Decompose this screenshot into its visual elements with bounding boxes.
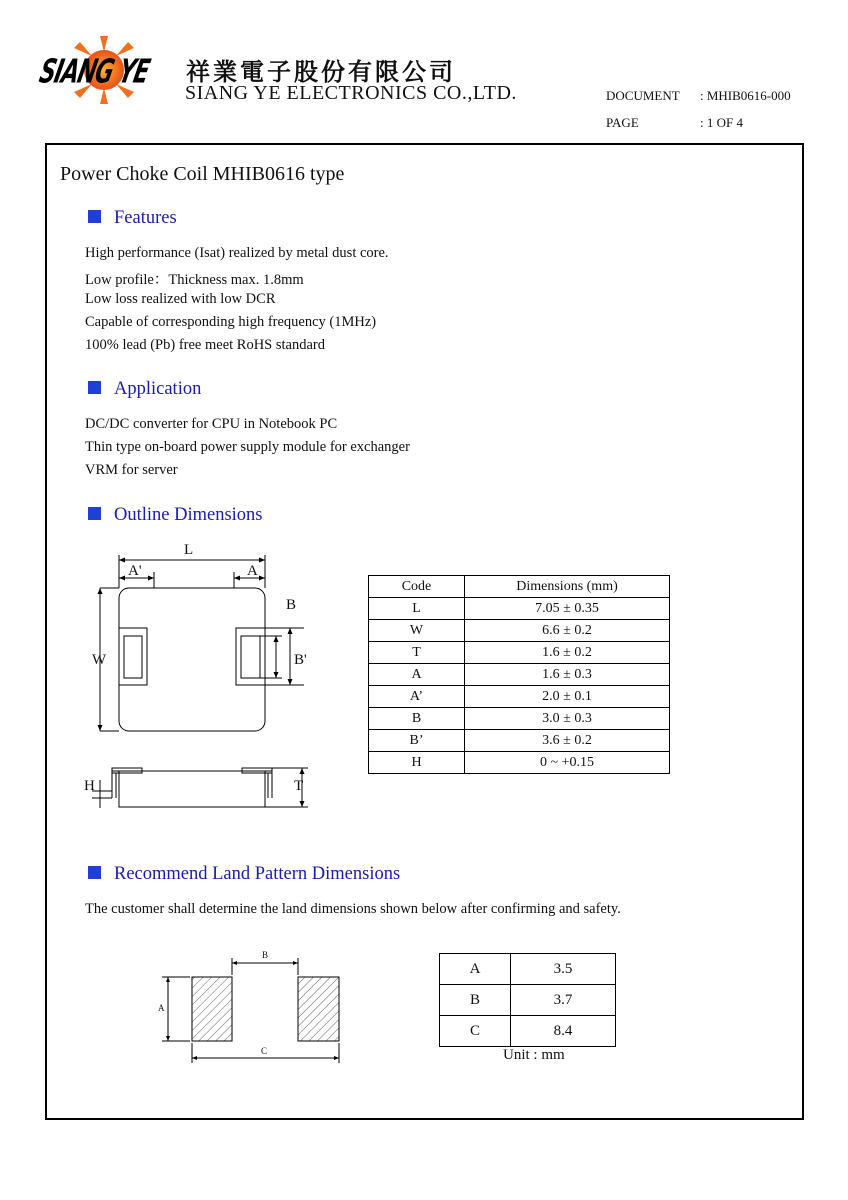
dim-label-h: H [84, 778, 95, 794]
code-cell: B’ [369, 730, 465, 752]
dim-label-b-prime: B' [294, 652, 307, 668]
dim-label-b: B [286, 597, 297, 613]
outline-drawing [82, 540, 322, 820]
square-bullet-icon [88, 210, 101, 223]
code-cell: C [440, 1016, 511, 1047]
value-cell: 2.0 ± 0.1 [465, 686, 670, 708]
land-label-c: C [261, 1046, 268, 1056]
company-name-chinese: 祥業電子股份有限公司 [186, 58, 456, 86]
value-cell: 1.6 ± 0.2 [465, 642, 670, 664]
land-pattern-note: The customer shall determine the land dimensions shown below after confirming and safety. [85, 901, 621, 917]
code-cell: A’ [369, 686, 465, 708]
dim-label-a: A [247, 563, 258, 579]
feature-item: Low profile：Thickness max. 1.8mm [85, 272, 304, 288]
company-name-english: SIANG YE ELECTRONICS CO.,LTD. [185, 82, 517, 104]
land-label-a: A [158, 1003, 165, 1013]
code-cell: W [369, 620, 465, 642]
table-row [369, 708, 670, 730]
unit-label: Unit : mm [503, 1047, 565, 1063]
table-row [369, 642, 670, 664]
table-row [369, 598, 670, 620]
company-logo [36, 36, 156, 104]
table-row [369, 752, 670, 774]
land-pattern-table [439, 953, 616, 1047]
table-row [369, 664, 670, 686]
table-row [369, 686, 670, 708]
application-heading: Application [114, 379, 202, 399]
page-label: PAGE [606, 115, 639, 130]
square-bullet-icon [88, 866, 101, 879]
page-title: Power Choke Coil MHIB0616 type [60, 163, 345, 185]
value-cell: 8.4 [511, 1016, 616, 1047]
application-item: DC/DC converter for CPU in Notebook PC [85, 416, 338, 432]
application-item: Thin type on-board power supply module for exchanger [85, 439, 410, 455]
land-label-b: B [262, 950, 269, 960]
feature-item: Capable of corresponding high frequency (1MHz) [85, 314, 377, 330]
value-cell: 3.0 ± 0.3 [465, 708, 670, 730]
value-cell: 3.5 [511, 954, 616, 985]
value-cell: 1.6 ± 0.3 [465, 664, 670, 686]
code-cell: L [369, 598, 465, 620]
column-header: Code [369, 576, 465, 598]
column-header: Dimensions (mm) [465, 576, 670, 598]
feature-item: Low loss realized with low DCR [85, 291, 276, 307]
feature-item: High performance (Isat) realized by metal dust core. [85, 245, 389, 261]
table-row [440, 985, 616, 1016]
features-heading: Features [114, 208, 177, 228]
feature-item: 100% lead (Pb) free meet RoHS standard [85, 337, 325, 353]
logo-text: SIANG YE [36, 54, 153, 92]
value-cell: 6.6 ± 0.2 [465, 620, 670, 642]
code-cell: H [369, 752, 465, 774]
dimensions-table [368, 575, 670, 774]
code-cell: A [369, 664, 465, 686]
application-item: VRM for server [85, 462, 178, 478]
code-cell: B [369, 708, 465, 730]
table-row [440, 954, 616, 985]
value-cell: 7.05 ± 0.35 [465, 598, 670, 620]
table-row [440, 1016, 616, 1047]
page-number: : 1 OF 4 [700, 115, 743, 130]
dim-label-t: T [294, 778, 304, 794]
table-row [369, 730, 670, 752]
value-cell: 0 ~ +0.15 [465, 752, 670, 774]
outline-heading: Outline Dimensions [114, 505, 263, 525]
code-cell: T [369, 642, 465, 664]
document-number: : MHIB0616-000 [700, 88, 791, 103]
land-pattern-heading: Recommend Land Pattern Dimensions [114, 864, 401, 884]
dim-label-l: L [184, 542, 194, 558]
table-header-row [369, 576, 670, 598]
land-pattern-drawing [150, 945, 360, 1065]
square-bullet-icon [88, 381, 101, 394]
code-cell: B [440, 985, 511, 1016]
value-cell: 3.6 ± 0.2 [465, 730, 670, 752]
square-bullet-icon [88, 507, 101, 520]
document-label: DOCUMENT [606, 88, 680, 103]
dim-label-a-prime: A' [128, 563, 142, 579]
dim-label-w: W [92, 652, 107, 668]
value-cell: 3.7 [511, 985, 616, 1016]
table-row [369, 620, 670, 642]
code-cell: A [440, 954, 511, 985]
